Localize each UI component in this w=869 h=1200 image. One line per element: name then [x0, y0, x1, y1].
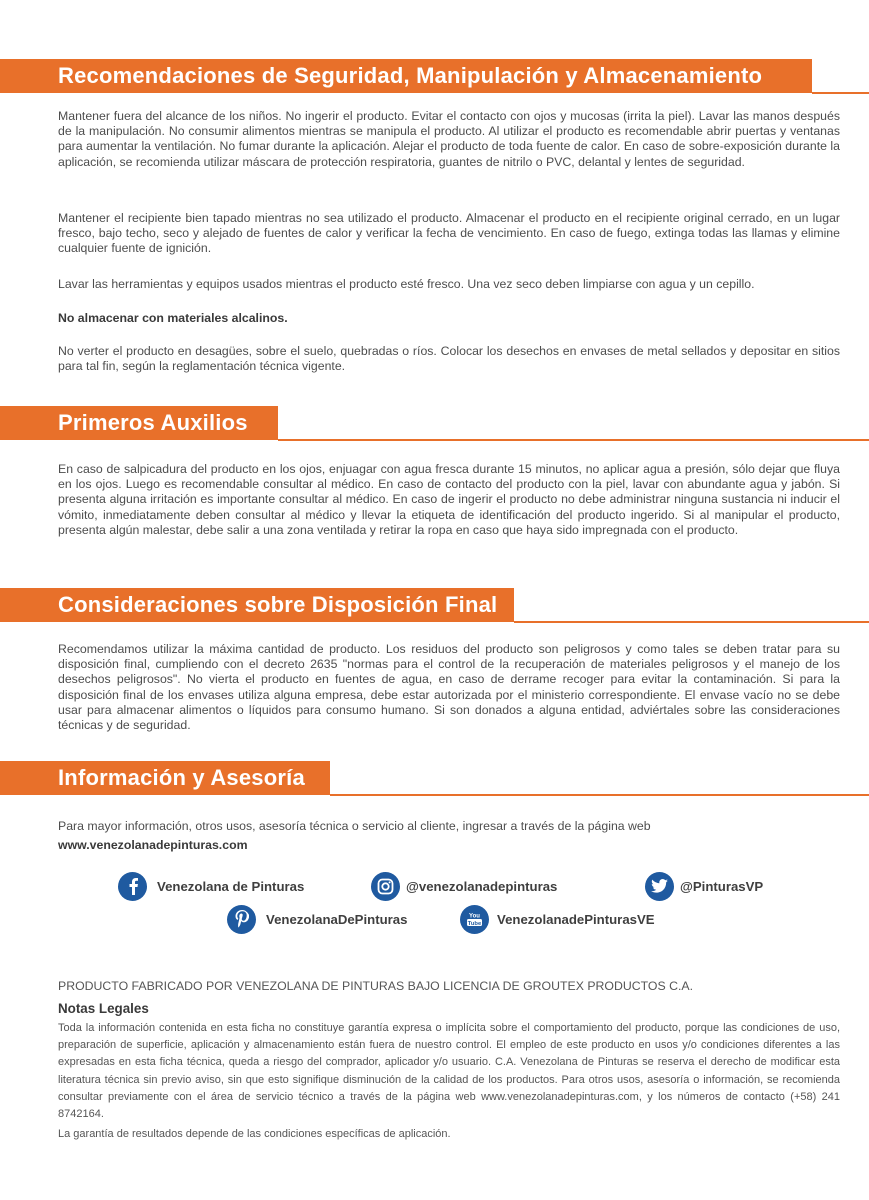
safety-paragraph-3: Lavar las herramientas y equipos usados mientras el producto esté fresco. Una vez seco deben limpiarse con agua y un cepillo.	[58, 277, 755, 291]
social-pinterest[interactable]	[227, 904, 407, 934]
svg-text:You: You	[469, 913, 480, 919]
instagram-icon	[371, 872, 400, 901]
youtube-icon	[460, 905, 489, 934]
youtube-label: VenezolanadePinturasVE	[497, 911, 655, 927]
first-aid-paragraph: En caso de salpicadura del producto en los ojos, enjuagar con agua fresca durante 15 minutos, no aplicar agua a presión, sólo dejar que fluya en los ojos. Luego es recomendable consultar al médico. En caso de contacto del producto con la piel, lavar con abundante agua y jabón. Si presenta alguna irritación es importante consultar al médico. En caso de ingerir el producto no debe administrar ninguna sustancia ni inducir el vómito, inmediatamente deben consultar al médico y llevar la etiqueta de identificación del producto ingerido. Si al manipular el producto, presenta algún malestar, debe salir a una zona ventilada y retirar la ropa en caso que haya sido impregnada con el producto.	[58, 462, 840, 537]
social-instagram[interactable]	[371, 871, 557, 901]
header-rule	[514, 621, 869, 623]
section-title-info: Información y Asesoría	[58, 765, 305, 790]
section-title-safety: Recomendaciones de Seguridad, Manipulación y Almacenamiento	[58, 63, 763, 88]
safety-paragraph-5: No verter el producto en desagües, sobre el suelo, quebradas o ríos. Colocar los desechos en envases de metal sellados y depositar en sitios para tal fin, según la reglamentación técnica vigente.	[58, 344, 840, 374]
twitter-label: @PinturasVP	[680, 878, 764, 894]
header-rule	[812, 92, 869, 94]
pinterest-icon	[227, 905, 256, 934]
section-header-safety	[0, 59, 869, 93]
pinterest-label: VenezolanaDePinturas	[266, 911, 408, 927]
safety-paragraph-4: No almacenar con materiales alcalinos.	[58, 311, 288, 325]
facebook-icon	[118, 872, 147, 901]
svg-text:Tube: Tube	[467, 920, 482, 927]
safety-paragraph-1: Mantener fuera del alcance de los niños. No ingerir el producto. Evitar el contacto con ojos y mucosas (irrita la piel). Lavar las manos después de la manipulación. No consumir alimentos mientras se manipula el producto. Al utilizar el producto es recomendable abrir puertas y ventanas para aumentar la ventilación. No fumar durante la aplicación. Alejar el producto de toda fuente de calor. En caso de sobre-exposición durante la aplicación, se recomienda utilizar máscara de protección respiratoria, guantes de nitrilo o PVC, delantal y lentes de seguridad.	[58, 109, 840, 169]
social-twitter[interactable]	[645, 871, 763, 901]
section-header-disposal	[0, 588, 869, 622]
fabricated-notice: PRODUCTO FABRICADO POR VENEZOLANA DE PINTURAS BAJO LICENCIA DE GROUTEX PRODUCTOS C.A.	[58, 979, 694, 993]
header-rule	[278, 439, 869, 441]
twitter-icon	[645, 872, 674, 901]
legal-notes-title: Notas Legales	[58, 1001, 149, 1016]
legal-notes-guarantee: La garantía de resultados depende de las condiciones específicas de aplicación.	[58, 1128, 451, 1140]
social-facebook[interactable]	[118, 871, 304, 901]
section-title-first-aid: Primeros Auxilios	[58, 410, 248, 435]
section-title-disposal: Consideraciones sobre Disposición Final	[58, 592, 498, 617]
facebook-label: Venezolana de Pinturas	[157, 878, 305, 894]
safety-paragraph-2: Mantener el recipiente bien tapado mientras no sea utilizado el producto. Almacenar el producto en el recipiente original cerrado, en un lugar fresco, bajo techo, seco y alejado de fuentes de calor y verificar la fecha de vencimiento. En caso de fuego, extinga todas las llamas y elimine cualquier fuente de ignición.	[58, 211, 840, 256]
social-youtube[interactable]	[460, 904, 655, 934]
section-header-first-aid	[0, 406, 869, 440]
instagram-label: @venezolanadepinturas	[406, 878, 558, 894]
legal-notes-text: Toda la información contenida en esta ficha no constituye garantía expresa o implícita sobre el comportamiento del producto, porque las condiciones de uso, preparación de superficie, aplicación y almacenamiento están fuera de nuestro control. El empleo de este producto en usos y/o condiciones diferentes a las expresadas en esta ficha técnica, queda a riesgo del comprador, aplicador y/o usuario. C.A. Venezolana de Pinturas se reserva el derecho de modificar esta literatura técnica sin previo aviso, sin que esto signifique disminución de la calidad de los productos. Para otros usos, asesoría o información, se recomienda consultar previamente con el área de servicio técnico a través de la página web www.venezolanadepinturas.com, y los números de contacto (+58) 241 8742164.	[58, 1022, 840, 1121]
website-link[interactable]: www.venezolanadepinturas.com	[58, 838, 248, 852]
info-text: Para mayor información, otros usos, asesoría técnica o servicio al cliente, ingresar a través de la página web	[58, 819, 651, 833]
header-rule	[330, 794, 869, 796]
disposal-paragraph: Recomendamos utilizar la máxima cantidad de producto. Los residuos del producto son peligrosos y como tales se deben tratar para su disposición final, cumpliendo con el decreto 2635 "normas para el control de la recuperación de materiales peligrosos y el manejo de los desechos peligrosos". No vierta el producto en fuentes de agua, en caso de derrame recoger para evitar la contaminación. Si para la disposición final de los envases utiliza alguna empresa, debe estar autorizada por el ministerio correspondiente. El envase vacío no se debe usar para almacenar alimentos o líquidos para consumo humano. Si son donados a alguna entidad, adviértales sobre las consideraciones técnicas y de seguridad.	[58, 642, 840, 733]
section-header-info	[0, 761, 869, 795]
